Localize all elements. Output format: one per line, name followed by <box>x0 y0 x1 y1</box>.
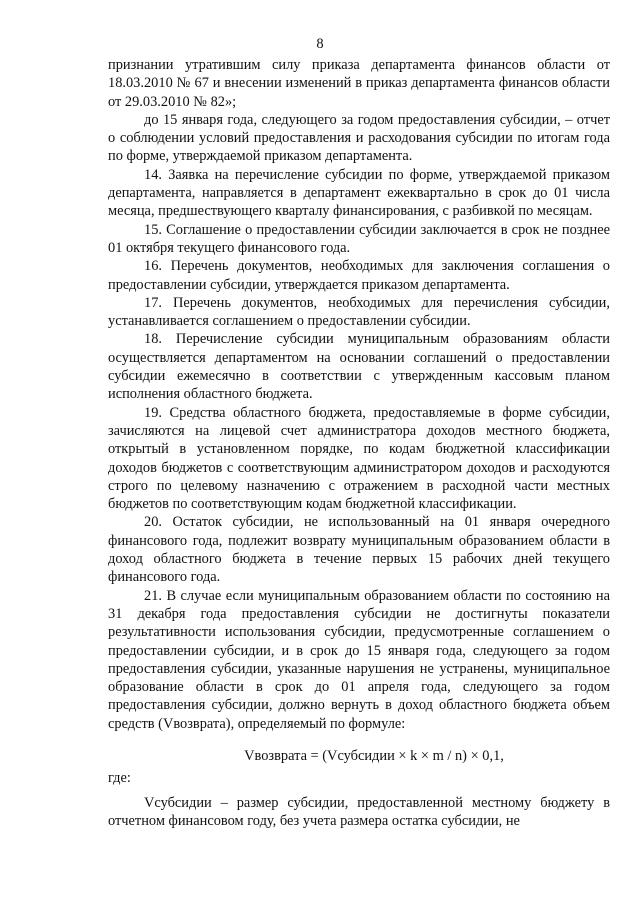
where-label: где: <box>108 770 131 787</box>
paragraph-20: 20. Остаток субсидии, не использованный на 01 января очередного финансового года, подлежит возврату муниципальным образованием области в доход областного бюджета в течение первых 15 рабочих дней текущего финансового года. <box>108 514 610 586</box>
page-number: 8 <box>316 36 324 52</box>
paragraph-16: 16. Перечень документов, необходимых для заключения соглашения о предоставлении субсидии, утверждается приказом департамента. <box>108 258 610 293</box>
paragraph-15: 15. Соглашение о предоставлении субсидии заключается в срок не позднее 01 октября текущего финансового года. <box>108 221 610 256</box>
paragraph-17: 17. Перечень документов, необходимых для перечисления субсидии, устанавливается соглашением о предоставлении субсидии. <box>108 294 610 330</box>
paragraph-14: 14. Заявка на перечисление субсидии по форме, утверждаемой приказом департамента, направляется в департамент ежеквартально в срок до 01 числа месяца, предшествующего кварталу финансирования, с разбивкой по месяцам. <box>108 166 610 220</box>
document-body <box>108 56 610 830</box>
paragraph-continuation: признании утратившим силу приказа департамента финансов области от 18.03.2010 № 67 и внесении изменений в приказ департамента финансов области от 29.03.2010 № 82»; <box>108 57 610 110</box>
variable-definition: Vсубсидии – размер субсидии, предоставленной местному бюджету в отчетном финансовом году, без учета размера остатка субсидии, не <box>108 794 610 829</box>
paragraph-18: 18. Перечисление субсидии муниципальным образованиям области осуществляется департаментом на основании соглашений о предоставлении субсидии ежемесячно в соответствии с утвержденным кассовым планом исполнения областного бюджета. <box>108 331 610 403</box>
paragraph-19: 19. Средства областного бюджета, предоставляемые в форме субсидии, зачисляются на лицевой счет администратора доходов местного бюджета, открытый в установленном порядке, по кодам бюджетной классификации доходов бюджетов с соответствующим администратором доходов и расходуются строго по целевому назначению с отражением в расходной части местных бюджетов по соответствующим кодам бюджетной классификации. <box>108 404 610 513</box>
paragraph-report-deadline: до 15 января года, следующего за годом предоставления субсидии, – отчет о соблюдении условий предоставления и расходования субсидии по итогам года по форме, утверждаемой приказом департамента. <box>108 111 610 165</box>
paragraph-21: 21. В случае если муниципальным образованием области по состоянию на 31 декабря года предоставления субсидии не достигнуты показатели результативности использования субсидии, предусмотренные соглашением о предоставлении субсидии, и в срок до 15 января года, следующего за годом предоставления субсидии, указанные нарушения не устранены, муниципальное образование области в срок до 01 апреля года, следующего за годом предоставления субсидии, должно вернуть в доход областного бюджета объем средств (Vвозврата), определяемый по формуле: <box>108 587 610 732</box>
return-formula: Vвозврата = (Vсубсидии × k × m / n) × 0,1, <box>244 747 504 764</box>
